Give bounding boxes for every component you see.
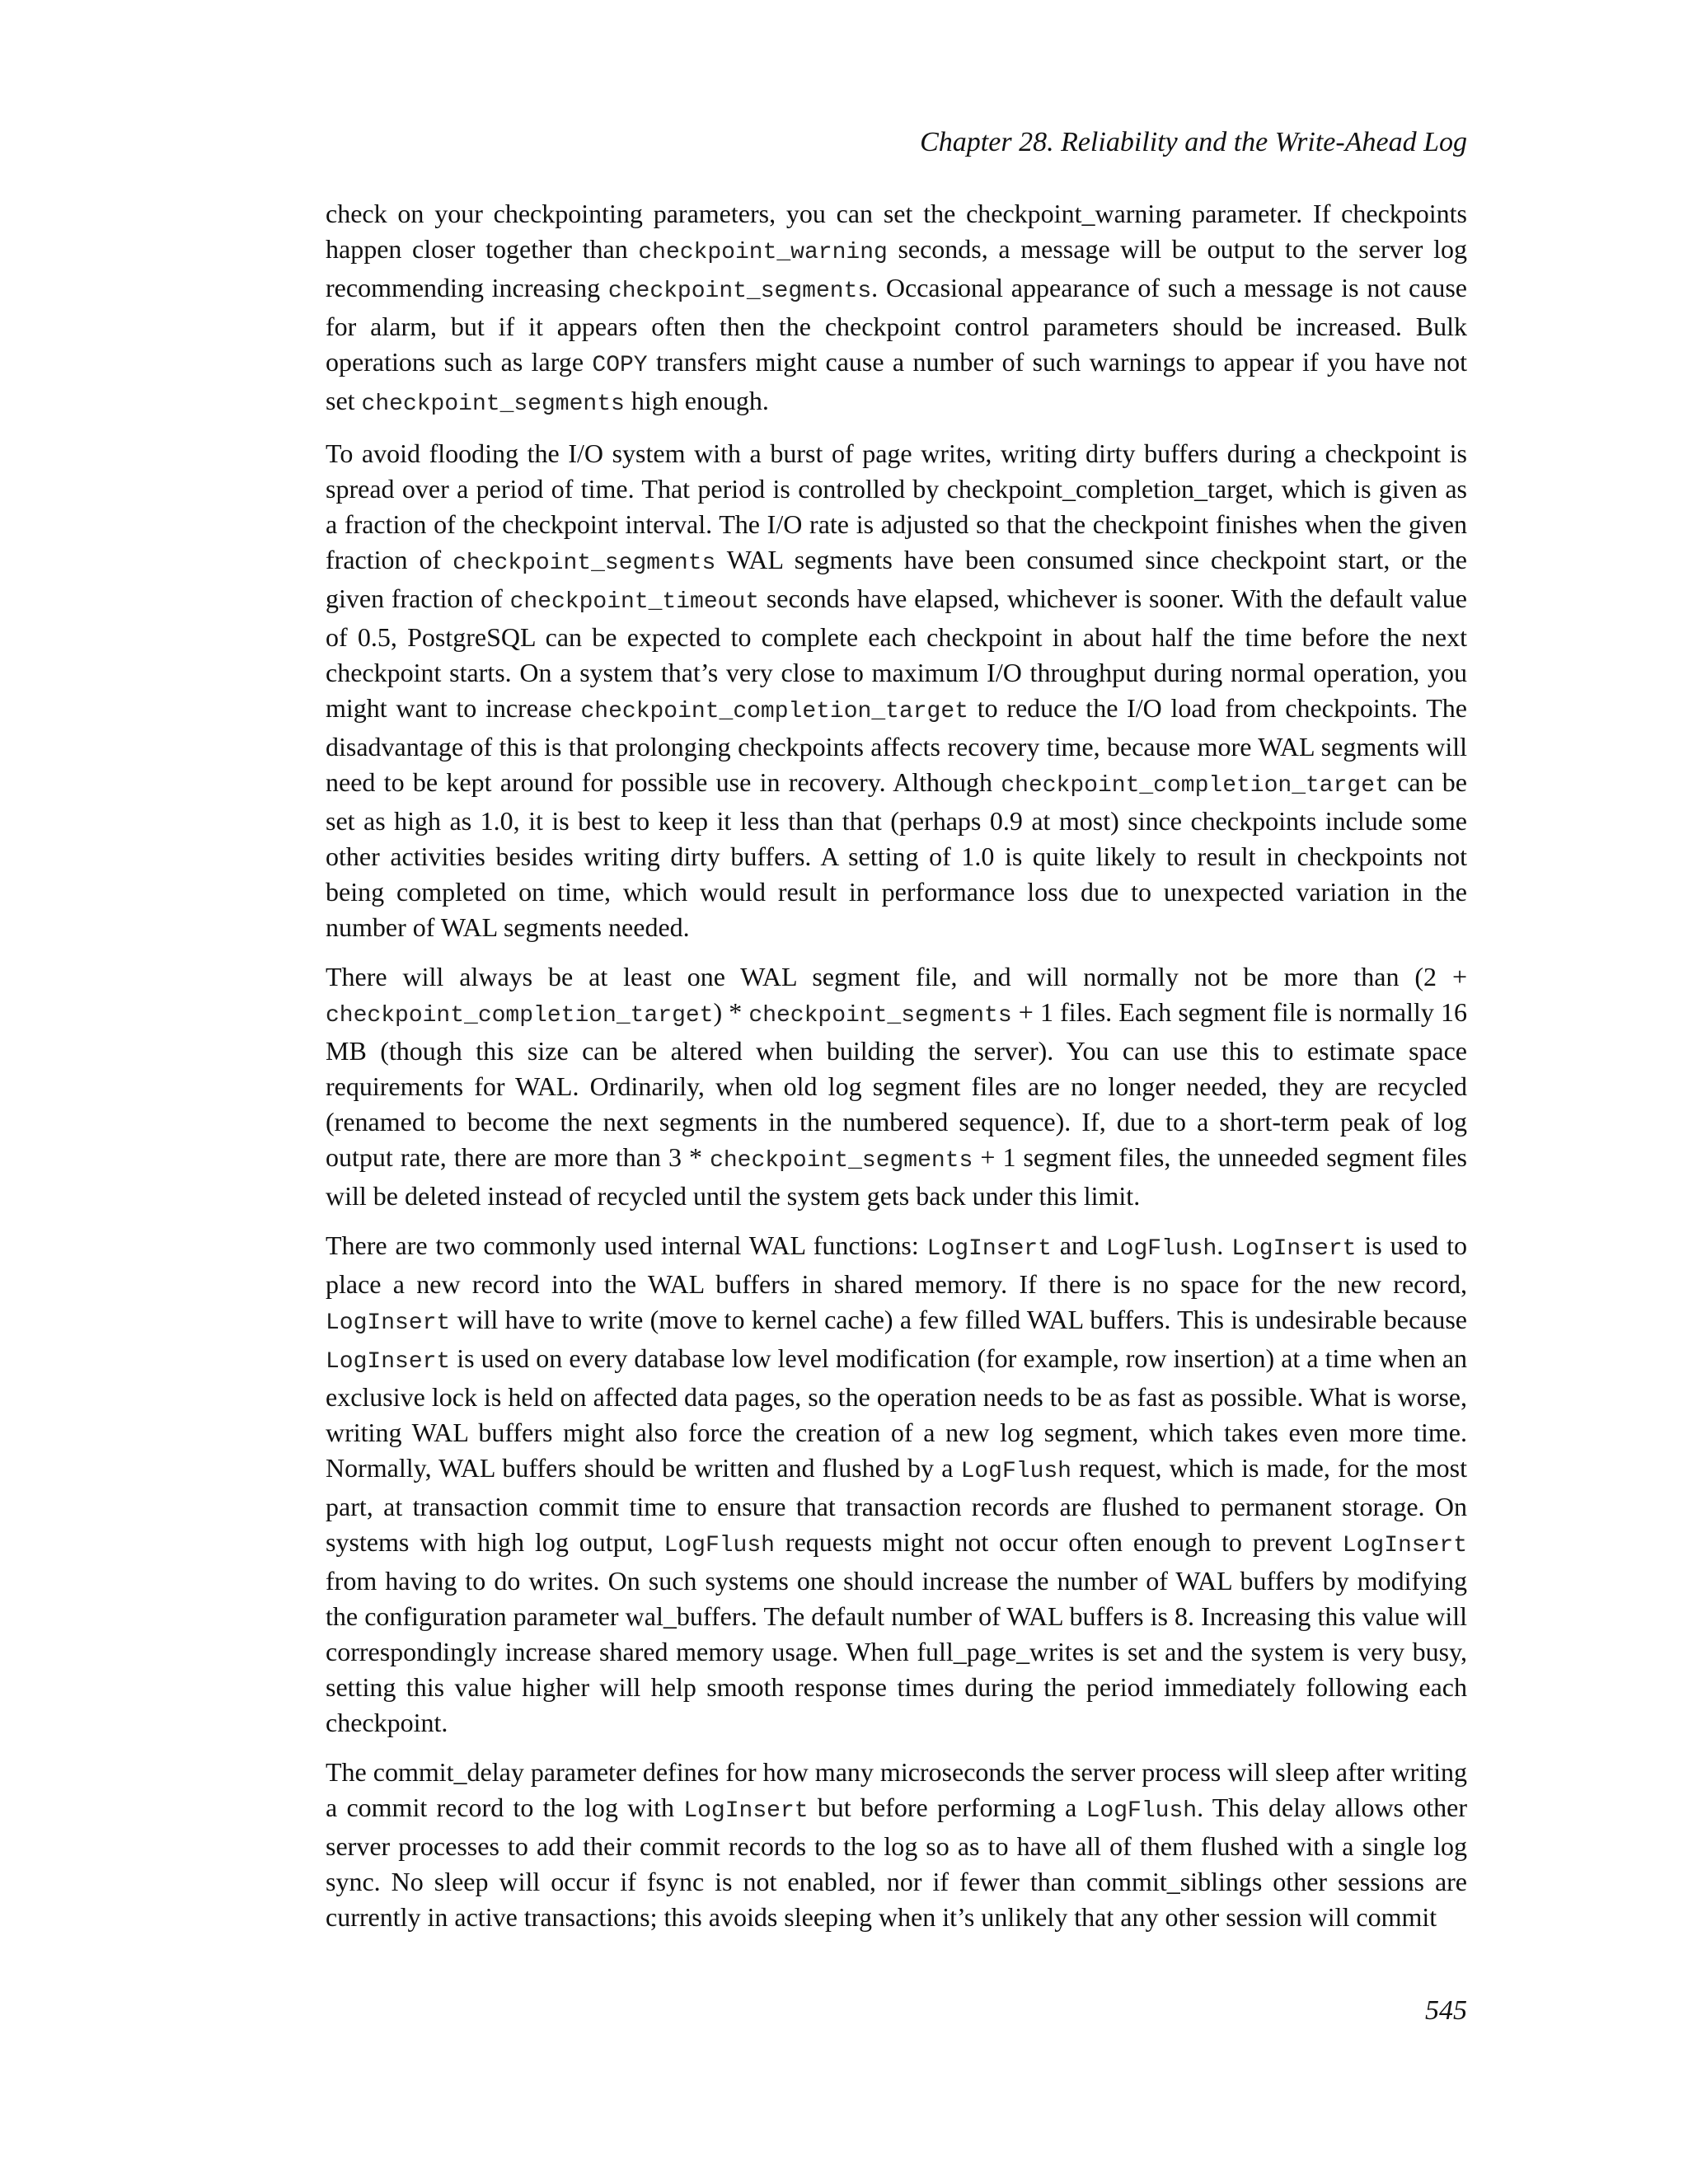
inline-code: LogFlush [960, 1459, 1071, 1484]
text-run: + 1 segment files, the unneeded segment files will be deleted instead of recycled until the system gets back under this limit. [326, 1142, 1468, 1211]
text-run: . Occasional appearance of such a message is not cause for alarm, but if it appears often then the checkpoint control parameters should be increased. Bulk operations such as large [326, 273, 1468, 377]
inline-code: LogInsert [326, 1349, 451, 1375]
inline-code: LogInsert [683, 1798, 809, 1824]
text-run: WAL segments have been consumed since checkpoint start, or the given fraction of [326, 545, 1468, 613]
inline-code: LogInsert [1231, 1236, 1357, 1262]
body-text [326, 196, 1467, 1949]
text-run: is used on every database low level modification (for example, row insertion) at a time when an exclusive lock is held on affected data pages, so the operation needs to be as fast as possible. What is worse, writing WAL buffers might also force the creation of a new log segment, which takes even more time. Normally, WAL buffers should be written and flushed by a [326, 1343, 1467, 1483]
text-run: high enough. [624, 386, 769, 415]
paragraph [326, 436, 1467, 945]
inline-code: checkpoint_segments [748, 1003, 1012, 1029]
text-run: ) * [713, 997, 749, 1027]
inline-code: checkpoint_segments [710, 1148, 973, 1174]
text-run: from having to do writes. On such systems one should increase the number of WAL buffers by modifying the configuration parameter wal_buffers. The default number of WAL buffers is 8. Increasing this value will correspondingly increase shared memory usage. When full_page_writes is set and the system is very busy, setting this value higher will help smooth response times during the period immediately following each checkpoint. [326, 1566, 1467, 1737]
page-number: 545 [1425, 1995, 1467, 2026]
inline-code: checkpoint_completion_target [326, 1003, 714, 1029]
text-run: check on your checkpointing parameters, you can set the checkpoint_warning parameter. If checkpoints happen closer together than [326, 199, 1467, 264]
inline-code: LogFlush [663, 1533, 775, 1558]
text-run: To avoid flooding the I/O system with a burst of page writes, writing dirty buffers during a checkpoint is spread over a period of time. That period is controlled by checkpoint_completion_target, which is given as a fraction of the checkpoint interval. The I/O rate is adjusted so that the checkpoint finishes when the given fraction of [326, 438, 1467, 574]
text-run: but before performing a [808, 1793, 1086, 1822]
inline-code: checkpoint_segments [607, 279, 872, 304]
text-run: can be set as high as 1.0, it is best to keep it less than that (perhaps 0.9 at most) since checkpoints include some other activities besides writing dirty buffers. A setting of 1.0 is quite likely to result in checkpoints not being completed on time, which would result in performance loss due to unexpected variation in the number of WAL segments needed. [326, 767, 1468, 942]
text-run: There will always be at least one WAL segment file, and will normally not be more than (2 + [326, 962, 1467, 991]
text-run: and [1051, 1230, 1106, 1260]
text-run: request, which is made, for the most part, at transaction commit time to ensure that transaction records are flushed to permanent storage. On systems with high log output, [326, 1453, 1468, 1557]
paragraph [326, 1228, 1467, 1741]
inline-code: LogFlush [1105, 1236, 1217, 1262]
text-run: to reduce the I/O load from checkpoints. The disadvantage of this is that prolonging checkpoints affects recovery time, because more WAL segments will need to be kept around for possible use in recovery. Although [326, 693, 1467, 797]
text-run: transfers might cause a number of such warnings to appear if you have not set [326, 347, 1468, 415]
inline-code: COPY [592, 353, 648, 378]
text-run: There are two commonly used internal WAL functions: [326, 1230, 927, 1260]
inline-code: checkpoint_segments [361, 391, 625, 417]
text-run: will have to write (move to kernel cache) a few filled WAL buffers. This is undesirable because [450, 1305, 1467, 1334]
paragraph [326, 1755, 1467, 1935]
running-head: Chapter 28. Reliability and the Write-Ahead Log [920, 127, 1467, 157]
inline-code: checkpoint_segments [452, 551, 716, 576]
inline-code: checkpoint_timeout [509, 589, 760, 615]
inline-code: LogInsert [926, 1236, 1052, 1262]
text-run: . [1217, 1230, 1232, 1260]
text-run: is used to place a new record into the WAL buffers in shared memory. If there is no space for the new record, [326, 1230, 1468, 1299]
inline-code: checkpoint_warning [638, 240, 888, 265]
inline-code: LogInsert [326, 1310, 451, 1336]
paragraph [326, 959, 1467, 1214]
text-run: seconds, a message will be output to the server log recommending increasing [326, 234, 1468, 302]
inline-code: checkpoint_completion_target [580, 699, 968, 724]
text-run: requests might not occur often enough to prevent [774, 1527, 1343, 1557]
inline-code: checkpoint_completion_target [1001, 773, 1389, 799]
inline-code: LogInsert [1342, 1533, 1468, 1558]
inline-code: LogFlush [1085, 1798, 1198, 1824]
text-run: seconds have elapsed, whichever is sooner. With the default value of 0.5, PostgreSQL can be expected to complete each checkpoint in about half the time before the next checkpoint starts. On a system that’s very close to maximum I/O throughput during normal operation, you might want to increase [326, 583, 1468, 723]
text-run: + 1 files. Each segment file is normally 16 MB (though this size can be altered when building the server). You can use this to estimate space requirements for WAL. Ordinarily, when old log segment files are no longer needed, they are recycled (renamed to become the next segments in the numbered sequence). If, due to a short-term peak of log output rate, there are more than 3 * [326, 997, 1468, 1172]
paragraph [326, 196, 1467, 422]
text-run: . This delay allows other server processes to add their commit records to the log so as to have all of them flushed with a single log sync. No sleep will occur if fsync is not enabled, nor if fewer than commit_siblings other sessions are currently in active transactions; this avoids sleeping when it’s unlikely that any other session will commit [326, 1793, 1468, 1932]
text-run: The commit_delay parameter defines for how many microseconds the server process will sleep after writing a commit record to the log with [326, 1757, 1467, 1822]
